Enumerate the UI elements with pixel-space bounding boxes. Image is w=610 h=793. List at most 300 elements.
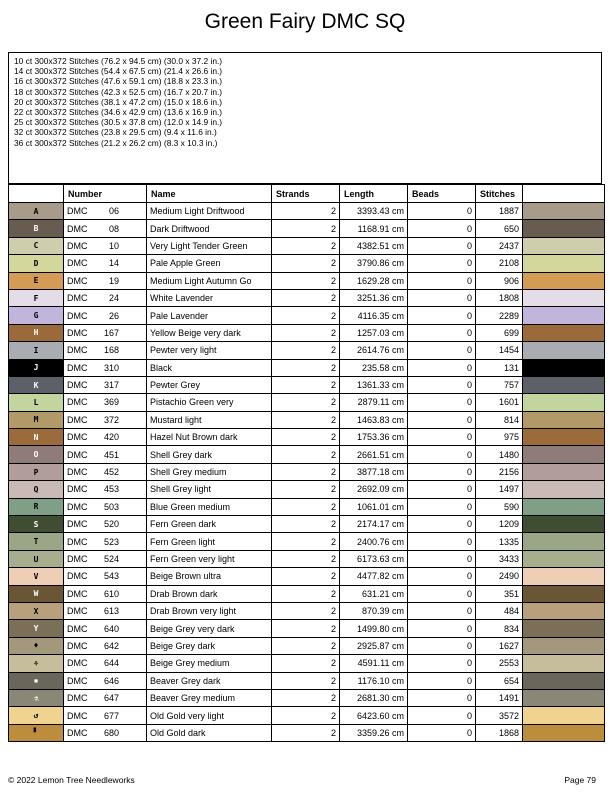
fabric-size-line: 14 ct 300x372 Stitches (54.4 x 67.5 cm) (21.4 x 26.6 in.)	[14, 66, 223, 77]
symbol-cell: J	[9, 359, 64, 376]
thread-number-cell	[64, 429, 147, 446]
thread-name-cell: Drab Brown dark	[147, 585, 272, 602]
thread-number: 613	[103, 606, 119, 617]
beads-cell: 0	[408, 498, 476, 515]
strands-cell: 2	[272, 203, 340, 220]
thread-name-cell: Shell Grey dark	[147, 446, 272, 463]
strands-cell: 2	[272, 533, 340, 550]
strands-cell: 2	[272, 307, 340, 324]
stitches-cell: 834	[476, 620, 523, 637]
symbol-cell: ♦	[9, 637, 64, 654]
thread-name-cell: Black	[147, 359, 272, 376]
stitches-cell: 351	[476, 585, 523, 602]
symbol-cell: C	[9, 237, 64, 254]
thread-name-cell: Beige Grey very dark	[147, 620, 272, 637]
color-swatch	[523, 620, 605, 637]
color-swatch	[523, 463, 605, 480]
thread-number-cell	[64, 289, 147, 306]
symbol-cell: H	[9, 324, 64, 341]
header-symbol	[9, 185, 64, 203]
brand-label: DMC	[67, 345, 88, 356]
table-row	[9, 568, 605, 585]
stitches-cell: 1480	[476, 446, 523, 463]
brand-label: DMC	[67, 693, 88, 704]
table-row	[9, 446, 605, 463]
table-row	[9, 376, 605, 393]
length-cell: 1753.36 cm	[340, 429, 408, 446]
footer	[8, 775, 602, 785]
thread-name-cell: Beaver Grey medium	[147, 689, 272, 706]
brand-label: DMC	[67, 258, 88, 269]
length-cell: 2692.09 cm	[340, 481, 408, 498]
beads-cell: 0	[408, 359, 476, 376]
symbol-cell: R	[9, 498, 64, 515]
fabric-size-line: 32 ct 300x372 Stitches (23.8 x 29.5 cm) (9.4 x 11.6 in.)	[14, 127, 217, 138]
thread-number-cell	[64, 272, 147, 289]
beads-cell: 0	[408, 255, 476, 272]
strands-cell: 2	[272, 289, 340, 306]
table-row	[9, 220, 605, 237]
symbol-cell: Q	[9, 481, 64, 498]
length-cell: 1257.03 cm	[340, 324, 408, 341]
thread-number-cell	[64, 481, 147, 498]
strands-cell: 2	[272, 498, 340, 515]
table-row	[9, 272, 605, 289]
beads-cell: 0	[408, 237, 476, 254]
beads-cell: 0	[408, 550, 476, 567]
thread-name-cell: Dark Driftwood	[147, 220, 272, 237]
table-row	[9, 342, 605, 359]
thread-number-cell	[64, 324, 147, 341]
strands-cell: 2	[272, 394, 340, 411]
table-row	[9, 481, 605, 498]
color-swatch	[523, 324, 605, 341]
beads-cell: 0	[408, 307, 476, 324]
brand-label: DMC	[67, 327, 88, 338]
beads-cell: 0	[408, 585, 476, 602]
table-row	[9, 203, 605, 220]
fabric-size-line: 22 ct 300x372 Stitches (34.6 x 42.9 cm) (13.6 x 16.9 in.)	[14, 107, 223, 118]
brand-label: DMC	[67, 362, 88, 373]
color-swatch	[523, 568, 605, 585]
thread-number: 06	[108, 206, 119, 217]
brand-label: DMC	[67, 675, 88, 686]
thread-number: 646	[103, 675, 119, 686]
thread-number-cell	[64, 516, 147, 533]
thread-name-cell: Mustard light	[147, 411, 272, 428]
thread-number: 503	[103, 501, 119, 512]
table-row	[9, 394, 605, 411]
beads-cell: 0	[408, 533, 476, 550]
symbol-cell: S	[9, 516, 64, 533]
color-swatch	[523, 516, 605, 533]
thread-number-cell	[64, 637, 147, 654]
thread-number: 372	[103, 414, 119, 425]
symbol-cell: N	[9, 429, 64, 446]
color-swatch	[523, 481, 605, 498]
thread-number: 644	[103, 658, 119, 669]
thread-name-cell: Pale Apple Green	[147, 255, 272, 272]
brand-label: DMC	[67, 571, 88, 582]
brand-label: DMC	[67, 275, 88, 286]
thread-name-cell: Pewter very light	[147, 342, 272, 359]
symbol-cell: Y	[9, 620, 64, 637]
thread-number: 452	[103, 467, 119, 478]
symbol-cell: T	[9, 533, 64, 550]
symbol-cell: D	[9, 255, 64, 272]
color-swatch	[523, 672, 605, 689]
fabric-size-box	[8, 52, 602, 184]
color-swatch	[523, 429, 605, 446]
symbol-cell: ▪	[9, 672, 64, 689]
thread-name-cell: Pewter Grey	[147, 376, 272, 393]
length-cell: 1168.91 cm	[340, 220, 408, 237]
thread-name-cell: Beige Grey dark	[147, 637, 272, 654]
thread-name-cell: Yellow Beige very dark	[147, 324, 272, 341]
table-row	[9, 602, 605, 619]
color-swatch	[523, 255, 605, 272]
color-swatch	[523, 724, 605, 741]
beads-cell: 0	[408, 324, 476, 341]
brand-label: DMC	[67, 606, 88, 617]
thread-name-cell: Hazel Nut Brown dark	[147, 429, 272, 446]
strands-cell: 2	[272, 516, 340, 533]
stitches-cell: 2553	[476, 655, 523, 672]
color-swatch	[523, 289, 605, 306]
thread-number-cell	[64, 203, 147, 220]
strands-cell: 2	[272, 655, 340, 672]
color-swatch	[523, 602, 605, 619]
brand-label: DMC	[67, 554, 88, 564]
stitches-cell: 590	[476, 498, 523, 515]
strands-cell: 2	[272, 237, 340, 254]
table-row	[9, 429, 605, 446]
stitches-cell: 1335	[476, 533, 523, 550]
symbol-cell: K	[9, 376, 64, 393]
color-swatch	[523, 655, 605, 672]
color-swatch	[523, 498, 605, 515]
stitches-cell: 1887	[476, 203, 523, 220]
thread-number-cell	[64, 620, 147, 637]
stitches-cell: 1497	[476, 481, 523, 498]
strands-cell: 2	[272, 255, 340, 272]
table-row	[9, 533, 605, 550]
color-swatch	[523, 533, 605, 550]
length-cell: 6423.60 cm	[340, 707, 408, 724]
stitches-cell: 1627	[476, 637, 523, 654]
thread-number: 369	[103, 397, 119, 408]
thread-name-cell: Old Gold dark	[147, 724, 272, 741]
thread-number-cell	[64, 655, 147, 672]
length-cell: 2925.87 cm	[340, 637, 408, 654]
brand-label: DMC	[67, 414, 88, 425]
table-row	[9, 707, 605, 724]
brand-label: DMC	[67, 588, 88, 599]
thread-name-cell: Shell Grey light	[147, 481, 272, 498]
beads-cell: 0	[408, 689, 476, 706]
beads-cell: 0	[408, 394, 476, 411]
strands-cell: 2	[272, 359, 340, 376]
fabric-size-line: 16 ct 300x372 Stitches (47.6 x 59.1 cm) (18.8 x 23.3 in.)	[14, 76, 223, 87]
length-cell: 235.58 cm	[340, 359, 408, 376]
thread-number-cell	[64, 255, 147, 272]
beads-cell: 0	[408, 463, 476, 480]
fabric-size-line: 36 ct 300x372 Stitches (21.2 x 26.2 cm) (8.3 x 10.3 in.)	[14, 137, 218, 148]
length-cell: 2879.11 cm	[340, 394, 408, 411]
strands-cell: 2	[272, 272, 340, 289]
thread-number: 26	[108, 310, 119, 321]
strands-cell: 2	[272, 446, 340, 463]
thread-number-cell	[64, 672, 147, 689]
fabric-size-line: 10 ct 300x372 Stitches (76.2 x 94.5 cm) (30.0 x 37.2 in.)	[14, 56, 223, 66]
color-swatch	[523, 376, 605, 393]
beads-cell: 0	[408, 620, 476, 637]
length-cell: 3393.43 cm	[340, 203, 408, 220]
brand-label: DMC	[67, 223, 88, 234]
symbol-cell: V	[9, 568, 64, 585]
page-title: Green Fairy DMC SQ	[204, 10, 406, 33]
symbol-cell: A	[9, 203, 64, 220]
length-cell: 2661.51 cm	[340, 446, 408, 463]
strands-cell: 2	[272, 585, 340, 602]
symbol-cell: O	[9, 446, 64, 463]
stitches-cell: 484	[476, 602, 523, 619]
stitches-cell: 906	[476, 272, 523, 289]
table-row	[9, 359, 605, 376]
table-row	[9, 411, 605, 428]
thread-number-cell	[64, 498, 147, 515]
table-row	[9, 255, 605, 272]
table-row	[9, 689, 605, 706]
table-row	[9, 620, 605, 637]
color-swatch	[523, 394, 605, 411]
symbol-cell: ▘	[9, 724, 64, 741]
length-cell: 4591.11 cm	[340, 655, 408, 672]
strands-cell: 2	[272, 481, 340, 498]
length-cell: 1361.33 cm	[340, 376, 408, 393]
strands-cell: 2	[272, 602, 340, 619]
thread-name-cell: Beige Brown ultra	[147, 568, 272, 585]
stitches-cell: 699	[476, 324, 523, 341]
strands-cell: 2	[272, 463, 340, 480]
length-cell: 1463.83 cm	[340, 411, 408, 428]
table-row	[9, 655, 605, 672]
stitches-cell: 650	[476, 220, 523, 237]
table-row	[9, 498, 605, 515]
strands-cell: 2	[272, 342, 340, 359]
thread-number: 19	[108, 275, 119, 286]
symbol-cell: U	[9, 550, 64, 567]
stitches-cell: 975	[476, 429, 523, 446]
color-swatch	[523, 307, 605, 324]
color-swatch	[523, 689, 605, 706]
stitches-cell: 2490	[476, 568, 523, 585]
symbol-cell: M	[9, 411, 64, 428]
length-cell: 631.21 cm	[340, 585, 408, 602]
symbol-cell: G	[9, 307, 64, 324]
table-row	[9, 324, 605, 341]
length-cell: 4382.51 cm	[340, 237, 408, 254]
stitches-cell: 757	[476, 376, 523, 393]
thread-number: 168	[103, 345, 119, 356]
thread-number-cell	[64, 568, 147, 585]
thread-number-cell	[64, 463, 147, 480]
copyright-text: © 2022 Lemon Tree Needleworks	[8, 775, 135, 785]
length-cell: 1176.10 cm	[340, 672, 408, 689]
table-row	[9, 289, 605, 306]
brand-label: DMC	[67, 501, 88, 512]
brand-label: DMC	[67, 658, 88, 669]
thread-number-cell	[64, 359, 147, 376]
symbol-cell: ⚘	[9, 655, 64, 672]
thread-number-cell	[64, 585, 147, 602]
thread-number: 310	[103, 362, 119, 373]
symbol-cell: B	[9, 220, 64, 237]
table-row	[9, 585, 605, 602]
thread-name-cell: Pale Lavender	[147, 307, 272, 324]
beads-cell: 0	[408, 707, 476, 724]
thread-number: 167	[103, 327, 119, 338]
thread-name-cell: Drab Brown very light	[147, 602, 272, 619]
thread-name-cell: Fern Green dark	[147, 516, 272, 533]
length-cell: 1629.28 cm	[340, 272, 408, 289]
stitches-cell: 2289	[476, 307, 523, 324]
thread-number-cell	[64, 550, 147, 567]
strands-cell: 2	[272, 429, 340, 446]
length-cell: 4477.82 cm	[340, 568, 408, 585]
thread-number: 14	[108, 258, 119, 269]
color-swatch	[523, 237, 605, 254]
symbol-cell: P	[9, 463, 64, 480]
symbol-cell: E	[9, 272, 64, 289]
thread-number: 523	[103, 536, 119, 547]
thread-name-cell: Beaver Grey dark	[147, 672, 272, 689]
thread-number: 677	[103, 710, 119, 721]
stitches-cell: 1491	[476, 689, 523, 706]
thread-number: 520	[103, 519, 119, 530]
symbol-cell: ⚗	[9, 689, 64, 706]
beads-cell: 0	[408, 289, 476, 306]
brand-label: DMC	[67, 640, 88, 651]
brand-label: DMC	[67, 710, 88, 721]
symbol-cell: I	[9, 342, 64, 359]
beads-cell: 0	[408, 220, 476, 237]
thread-name-cell: Blue Green medium	[147, 498, 272, 515]
strands-cell: 2	[272, 724, 340, 741]
brand-label: DMC	[67, 623, 88, 634]
brand-label: DMC	[67, 467, 88, 478]
symbol-cell: X	[9, 602, 64, 619]
thread-number: 08	[108, 223, 119, 234]
strands-cell: 2	[272, 220, 340, 237]
beads-cell: 0	[408, 655, 476, 672]
fabric-size-line: 25 ct 300x372 Stitches (30.5 x 37.8 cm) (12.0 x 14.9 in.)	[14, 117, 223, 128]
color-swatch	[523, 446, 605, 463]
beads-cell: 0	[408, 602, 476, 619]
thread-table	[8, 184, 605, 742]
color-swatch	[523, 342, 605, 359]
length-cell: 4116.35 cm	[340, 307, 408, 324]
thread-name-cell: Medium Light Autumn Go	[147, 272, 272, 289]
beads-cell: 0	[408, 429, 476, 446]
thread-number: 453	[103, 484, 119, 495]
strands-cell: 2	[272, 411, 340, 428]
stitches-cell: 654	[476, 672, 523, 689]
brand-label: DMC	[67, 449, 88, 460]
stitches-cell: 814	[476, 411, 523, 428]
thread-number-cell	[64, 394, 147, 411]
length-cell: 1061.01 cm	[340, 498, 408, 515]
brand-label: DMC	[67, 519, 88, 530]
thread-number-cell	[64, 724, 147, 741]
thread-number: 420	[103, 432, 119, 443]
thread-number-cell	[64, 220, 147, 237]
beads-cell: 0	[408, 672, 476, 689]
table-row	[9, 237, 605, 254]
fabric-size-line: 18 ct 300x372 Stitches (42.3 x 52.5 cm) (16.7 x 20.7 in.)	[14, 86, 223, 97]
table-row	[9, 724, 605, 741]
table-row	[9, 463, 605, 480]
length-cell: 1499.80 cm	[340, 620, 408, 637]
strands-cell: 2	[272, 672, 340, 689]
stitches-cell: 2156	[476, 463, 523, 480]
beads-cell: 0	[408, 568, 476, 585]
thread-number-cell	[64, 446, 147, 463]
thread-number: 451	[103, 449, 119, 460]
stitches-cell: 1209	[476, 516, 523, 533]
header-name: Name	[147, 185, 272, 203]
table-row	[9, 307, 605, 324]
thread-number: 640	[103, 623, 119, 634]
header-strands: Strands	[272, 185, 340, 203]
length-cell: 870.39 cm	[340, 602, 408, 619]
color-swatch	[523, 411, 605, 428]
header-swatch	[523, 185, 605, 203]
table-row	[9, 672, 605, 689]
thread-name-cell: Very Light Tender Green	[147, 237, 272, 254]
strands-cell: 2	[272, 637, 340, 654]
brand-label: DMC	[67, 293, 88, 304]
thread-number: 10	[108, 240, 119, 251]
beads-cell: 0	[408, 342, 476, 359]
length-cell: 6173.63 cm	[340, 550, 408, 567]
color-swatch	[523, 203, 605, 220]
brand-label: DMC	[67, 484, 88, 495]
stitches-cell: 1868	[476, 724, 523, 741]
table-header-row	[9, 185, 605, 203]
strands-cell: 2	[272, 620, 340, 637]
thread-name-cell: Beige Grey medium	[147, 655, 272, 672]
brand-label: DMC	[67, 397, 88, 408]
thread-name-cell: Fern Green light	[147, 533, 272, 550]
table-row	[9, 550, 605, 567]
length-cell: 3251.36 cm	[340, 289, 408, 306]
thread-name-cell: Old Gold very light	[147, 707, 272, 724]
stitches-cell: 1808	[476, 289, 523, 306]
thread-number: 24	[108, 293, 119, 304]
symbol-cell: F	[9, 289, 64, 306]
thread-number: 524	[103, 554, 119, 564]
strands-cell: 2	[272, 689, 340, 706]
thread-number-cell	[64, 602, 147, 619]
header-number: Number	[64, 185, 147, 203]
length-cell: 2400.76 cm	[340, 533, 408, 550]
brand-label: DMC	[67, 432, 88, 443]
color-swatch	[523, 359, 605, 376]
table-row	[9, 637, 605, 654]
beads-cell: 0	[408, 481, 476, 498]
color-swatch	[523, 550, 605, 567]
